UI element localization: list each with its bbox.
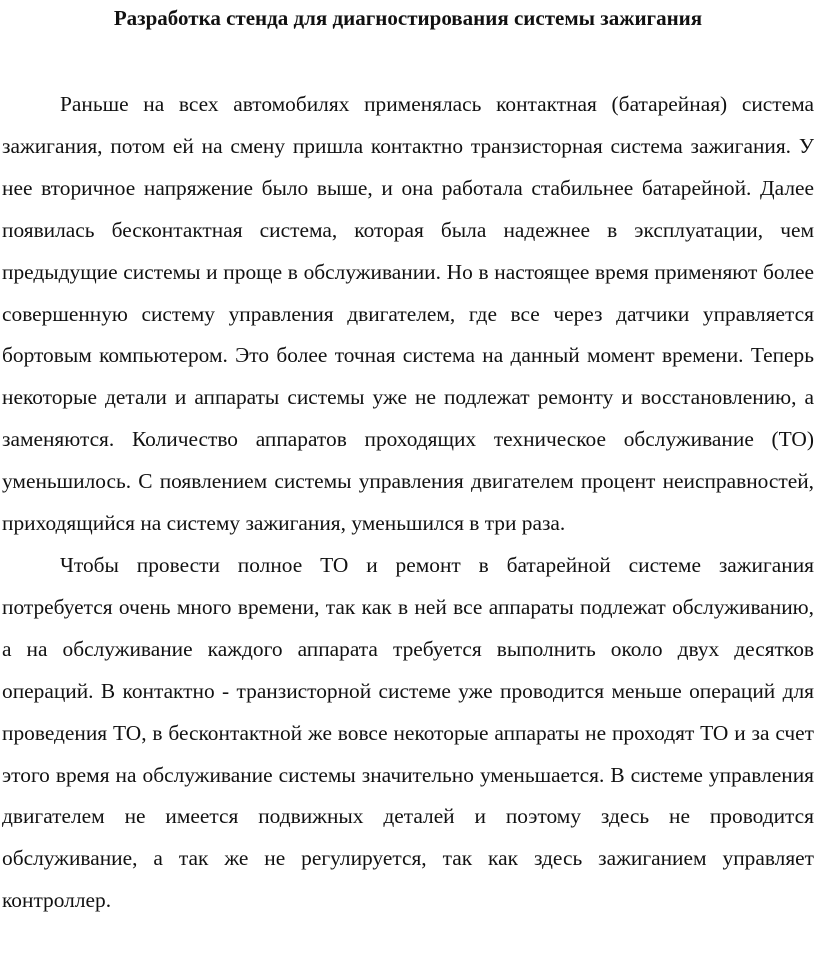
paragraph-1: Раньше на всех автомобилях применялась контактная (батарейная) система зажигания, потом ей на смену пришла контактно транзисторная система зажигания. У нее вторичное напряжение было выше, и она работала стабильнее батарейной. Далее появилась бесконтактная система, которая была надежнее в эксплуатации, чем предыдущие системы и проще в обслуживании. Но в настоящее время применяют более совершенную систему управления двигателем, где все через датчики управляется бортовым компьютером. Это более точная система на данный момент времени. Теперь некоторые детали и аппараты системы уже не подлежат ремонту и восстановлению, а заменяются. Количество аппаратов проходящих техническое обслуживание (ТО) уменьшилось. С появлением системы управления двигателем процент неисправностей, приходящийся на систему зажигания, уменьшился в три раза.	[2, 92, 814, 536]
paragraph-2: Чтобы провести полное ТО и ремонт в батарейной системе зажигания потребуется очень много времени, так как в ней все аппараты подлежат обслуживанию, а на обслуживание каждого аппарата требуется выполнить около двух десятков операций. В контактно - транзисторной системе уже проводится меньше операций для проведения ТО, в бесконтактной же вовсе некоторые аппараты не проходят ТО и за счет этого время на обслуживание системы значительно уменьшается. В системе управления двигателем не имеется подвижных деталей и поэтому здесь не проводится обслуживание, а так же не регулируется, так как здесь зажиганием управляет контроллер.	[2, 552, 814, 913]
document-title: Разработка стенда для диагностирования системы зажигания	[113, 6, 703, 30]
